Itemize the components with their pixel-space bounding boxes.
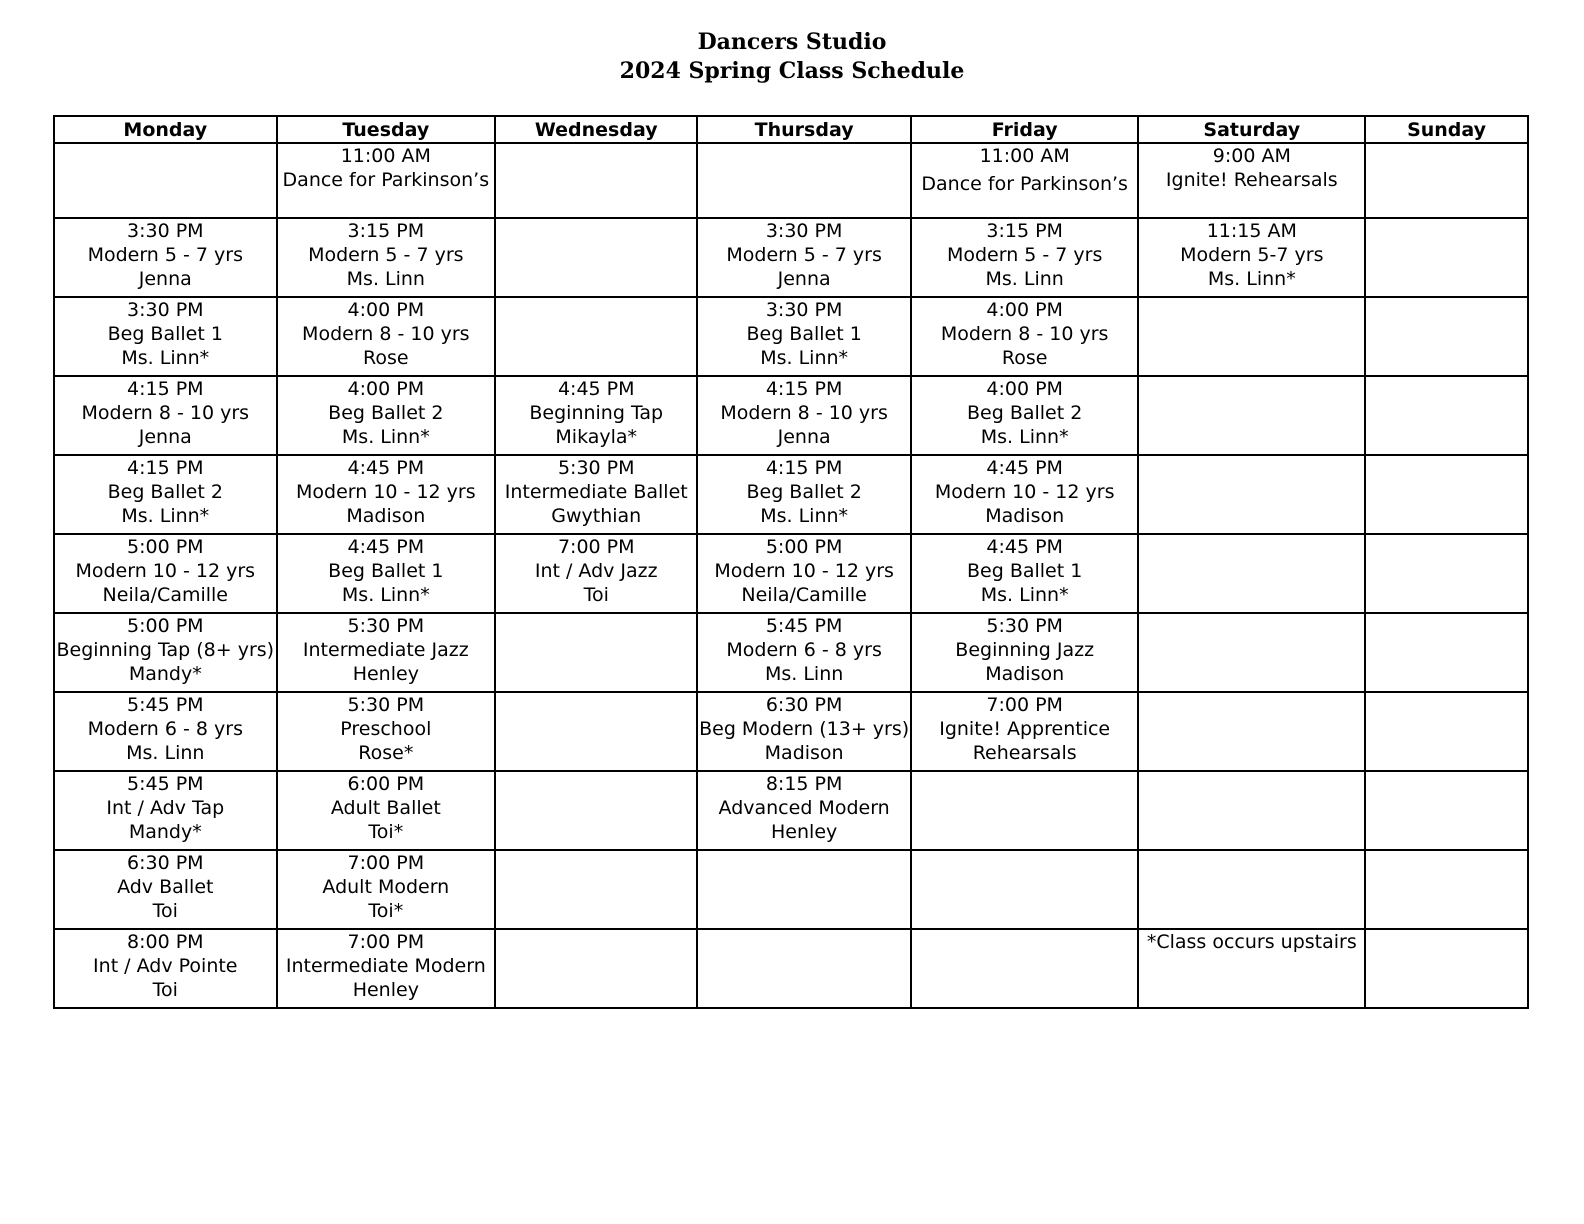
class-instructor: Ms. Linn*: [1207, 268, 1296, 290]
class-cell-monday: [54, 455, 277, 534]
class-time: 11:00 AM: [979, 145, 1070, 167]
class-name: Dance for Parkinson’s: [282, 169, 490, 191]
class-cell-tuesday: [277, 613, 496, 692]
class-instructor: Rose: [1001, 347, 1048, 369]
class-instructor: Rehearsals: [972, 742, 1077, 764]
class-cell-wednesday: [495, 376, 697, 455]
class-name: Beg Ballet 2: [967, 402, 1083, 424]
class-schedule-table: [53, 115, 1529, 1009]
class-time: 5:30 PM: [347, 615, 425, 637]
class-cell-saturday: [1138, 534, 1365, 613]
class-instructor: Henley: [771, 821, 838, 843]
schedule-row: [54, 692, 1528, 771]
class-name: Modern 6 - 8 yrs: [726, 639, 882, 661]
class-cell-monday: [54, 929, 277, 1008]
schedule-row: [54, 534, 1528, 613]
class-time: 6:30 PM: [765, 694, 843, 716]
class-time: 5:45 PM: [127, 694, 204, 716]
schedule-title: 2024 Spring Class Schedule: [619, 58, 965, 84]
class-cell-saturday: [1138, 850, 1365, 929]
class-time: 7:00 PM: [347, 931, 425, 953]
class-cell-friday: [911, 771, 1139, 850]
class-instructor: Madison: [346, 505, 426, 527]
class-time: 5:30 PM: [986, 615, 1063, 637]
class-cell-thursday: [697, 455, 910, 534]
class-time: 3:30 PM: [127, 299, 204, 321]
class-cell-thursday: [697, 771, 910, 850]
class-cell-saturday: [1138, 376, 1365, 455]
day-header-saturday: Saturday: [1138, 116, 1365, 143]
class-name: Beg Ballet 2: [746, 481, 862, 503]
class-cell-tuesday: [277, 534, 496, 613]
class-name: Ignite! Apprentice: [939, 718, 1111, 740]
class-instructor: Jenna: [138, 268, 192, 290]
schedule-row: [54, 143, 1528, 218]
class-name: Adult Modern: [322, 876, 450, 898]
class-name: Intermediate Ballet: [504, 481, 688, 503]
class-cell-thursday: [697, 613, 910, 692]
class-name: Modern 5-7 yrs: [1180, 244, 1324, 266]
class-cell-thursday: [697, 850, 910, 929]
class-time: 4:45 PM: [347, 457, 425, 479]
class-instructor: Ms. Linn*: [760, 505, 849, 527]
schedule-body: [54, 143, 1528, 1008]
class-cell-monday: [54, 692, 277, 771]
class-instructor: Ms. Linn: [985, 268, 1064, 290]
schedule-row: [54, 613, 1528, 692]
day-header-tuesday: Tuesday: [277, 116, 496, 143]
class-cell-sunday: [1365, 455, 1528, 534]
class-name: Int / Adv Pointe: [93, 955, 238, 977]
class-name: Ignite! Rehearsals: [1165, 169, 1338, 191]
class-name: Beginning Tap: [529, 402, 664, 424]
class-name: Beg Modern (13+ yrs): [699, 718, 910, 740]
class-cell-friday: [911, 297, 1139, 376]
class-cell-friday: [911, 850, 1139, 929]
class-cell-monday: [54, 850, 277, 929]
class-cell-sunday: [1365, 850, 1528, 929]
class-cell-tuesday: [277, 850, 496, 929]
class-name: Modern 10 - 12 yrs: [714, 560, 894, 582]
class-time: 11:00 AM: [340, 145, 431, 167]
class-cell-thursday: [697, 692, 910, 771]
class-time: 6:00 PM: [347, 773, 425, 795]
class-instructor: Rose*: [358, 742, 414, 764]
class-time: 3:30 PM: [765, 299, 843, 321]
class-cell-saturday: [1138, 771, 1365, 850]
class-cell-thursday: [697, 143, 910, 218]
class-name: Intermediate Jazz: [302, 639, 469, 661]
class-instructor: Jenna: [777, 426, 831, 448]
class-cell-friday: [911, 929, 1139, 1008]
class-name: Modern 10 - 12 yrs: [75, 560, 256, 582]
class-time: 5:00 PM: [127, 615, 204, 637]
class-instructor: Ms. Linn*: [121, 505, 210, 527]
class-instructor: Henley: [352, 663, 419, 685]
class-name: Beg Ballet 2: [328, 402, 444, 424]
schedule-row: [54, 771, 1528, 850]
class-cell-monday: [54, 143, 277, 218]
class-cell-sunday: [1365, 771, 1528, 850]
class-time: 4:00 PM: [986, 378, 1063, 400]
class-cell-thursday: [697, 929, 910, 1008]
class-instructor: Rose: [363, 347, 409, 369]
class-cell-saturday: [1138, 218, 1365, 297]
class-cell-friday: [911, 455, 1139, 534]
class-cell-friday: [911, 692, 1139, 771]
class-cell-monday: [54, 376, 277, 455]
class-instructor: Toi*: [368, 900, 404, 922]
class-time: 5:00 PM: [765, 536, 843, 558]
class-instructor: Jenna: [138, 426, 192, 448]
class-cell-saturday: [1138, 692, 1365, 771]
class-cell-monday: [54, 297, 277, 376]
day-header-friday: Friday: [911, 116, 1139, 143]
class-cell-sunday: [1365, 613, 1528, 692]
class-time: 5:45 PM: [765, 615, 843, 637]
class-time: 4:45 PM: [557, 378, 635, 400]
class-name: Modern 8 - 10 yrs: [302, 323, 470, 345]
day-header-row: [54, 116, 1528, 143]
class-name: Modern 10 - 12 yrs: [934, 481, 1115, 503]
class-name: Modern 5 - 7 yrs: [946, 244, 1103, 266]
class-name: Beg Ballet 1: [967, 560, 1083, 582]
class-time: 6:30 PM: [127, 852, 204, 874]
class-cell-monday: [54, 771, 277, 850]
class-instructor: Madison: [985, 663, 1065, 685]
class-time: 3:15 PM: [986, 220, 1063, 242]
class-instructor: Toi: [152, 979, 178, 1001]
class-cell-sunday: [1365, 929, 1528, 1008]
class-cell-friday: [911, 534, 1139, 613]
class-cell-tuesday: [277, 692, 496, 771]
class-cell-friday: [911, 218, 1139, 297]
schedule-row: [54, 455, 1528, 534]
class-time: 4:15 PM: [127, 378, 204, 400]
class-cell-tuesday: [277, 929, 496, 1008]
day-header-sunday: Sunday: [1365, 116, 1528, 143]
class-instructor: Ms. Linn*: [980, 426, 1069, 448]
schedule-row: [54, 850, 1528, 929]
class-time: 4:45 PM: [347, 536, 425, 558]
class-cell-tuesday: [277, 297, 496, 376]
class-cell-sunday: [1365, 143, 1528, 218]
class-cell-thursday: [697, 297, 910, 376]
class-cell-thursday: [697, 218, 910, 297]
class-cell-saturday: [1138, 297, 1365, 376]
class-cell-sunday: [1365, 376, 1528, 455]
class-time: 3:30 PM: [765, 220, 843, 242]
class-time: 4:45 PM: [986, 457, 1063, 479]
day-header-thursday: Thursday: [697, 116, 910, 143]
class-time: 3:15 PM: [347, 220, 425, 242]
schedule-row: [54, 376, 1528, 455]
schedule-row: [54, 218, 1528, 297]
class-cell-saturday: [1138, 929, 1365, 1008]
class-cell-tuesday: [277, 218, 496, 297]
class-time: 7:00 PM: [986, 694, 1063, 716]
class-time: 11:15 AM: [1206, 220, 1297, 242]
class-cell-friday: [911, 143, 1139, 218]
class-cell-wednesday: [495, 143, 697, 218]
schedule-row: [54, 929, 1528, 1008]
class-cell-tuesday: [277, 376, 496, 455]
class-instructor: Neila/Camille: [102, 584, 228, 606]
class-instructor: Jenna: [777, 268, 831, 290]
class-time: 5:30 PM: [557, 457, 635, 479]
class-instructor: Neila/Camille: [741, 584, 867, 606]
class-time: 4:15 PM: [127, 457, 204, 479]
class-cell-wednesday: [495, 218, 697, 297]
class-time: 5:30 PM: [347, 694, 425, 716]
class-time: 4:15 PM: [765, 378, 843, 400]
class-cell-saturday: [1138, 455, 1365, 534]
class-cell-tuesday: [277, 143, 496, 218]
class-instructor: Ms. Linn*: [341, 584, 430, 606]
class-instructor: Ms. Linn*: [341, 426, 430, 448]
class-instructor: Ms. Linn*: [980, 584, 1069, 606]
class-cell-thursday: [697, 376, 910, 455]
class-name: Beg Ballet 1: [107, 323, 223, 345]
page-header: [0, 28, 1584, 86]
class-cell-wednesday: [495, 613, 697, 692]
class-time: 4:00 PM: [347, 378, 425, 400]
class-cell-sunday: [1365, 534, 1528, 613]
class-cell-friday: [911, 376, 1139, 455]
class-cell-wednesday: [495, 455, 697, 534]
class-name: Intermediate Modern: [285, 955, 486, 977]
class-name: Advanced Modern: [718, 797, 890, 819]
class-cell-wednesday: [495, 929, 697, 1008]
class-cell-tuesday: [277, 771, 496, 850]
class-instructor: Ms. Linn*: [760, 347, 849, 369]
class-cell-wednesday: [495, 850, 697, 929]
class-cell-friday: [911, 613, 1139, 692]
class-time: 9:00 AM: [1212, 145, 1291, 167]
class-name: Int / Adv Tap: [106, 797, 225, 819]
class-cell-saturday: [1138, 613, 1365, 692]
class-time: 7:00 PM: [557, 536, 635, 558]
class-cell-sunday: [1365, 692, 1528, 771]
class-cell-tuesday: [277, 455, 496, 534]
class-time: 5:00 PM: [127, 536, 204, 558]
studio-name: Dancers Studio: [697, 29, 887, 55]
class-instructor: Gwythian: [551, 505, 642, 527]
class-time: 4:00 PM: [347, 299, 425, 321]
class-name: Beginning Jazz: [955, 639, 1095, 661]
class-instructor: Madison: [764, 742, 844, 764]
class-cell-wednesday: [495, 534, 697, 613]
class-instructor: Toi: [583, 584, 609, 606]
class-cell-wednesday: [495, 692, 697, 771]
class-instructor: Toi: [152, 900, 178, 922]
class-cell-sunday: [1365, 218, 1528, 297]
class-name: Modern 8 - 10 yrs: [81, 402, 250, 424]
class-name: Beg Ballet 1: [328, 560, 444, 582]
class-cell-wednesday: [495, 771, 697, 850]
class-name: Adv Ballet: [117, 876, 214, 898]
class-cell-saturday: [1138, 143, 1365, 218]
class-time: 8:15 PM: [765, 773, 843, 795]
class-cell-thursday: [697, 534, 910, 613]
schedule-row: [54, 297, 1528, 376]
class-time: 7:00 PM: [347, 852, 425, 874]
class-cell-monday: [54, 218, 277, 297]
class-instructor: Mandy*: [128, 663, 202, 685]
class-time: 4:00 PM: [986, 299, 1063, 321]
class-cell-monday: [54, 613, 277, 692]
class-time: 3:30 PM: [127, 220, 204, 242]
class-instructor: Ms. Linn: [126, 742, 205, 764]
class-instructor: Henley: [352, 979, 419, 1001]
class-cell-wednesday: [495, 297, 697, 376]
class-instructor: Ms. Linn: [764, 663, 844, 685]
class-name: Modern 5 - 7 yrs: [726, 244, 882, 266]
class-instructor: Mikayla*: [555, 426, 638, 448]
class-time: 8:00 PM: [127, 931, 204, 953]
class-instructor: Madison: [985, 505, 1065, 527]
class-name: Modern 10 - 12 yrs: [296, 481, 476, 503]
class-cell-sunday: [1365, 297, 1528, 376]
class-instructor: Ms. Linn: [346, 268, 425, 290]
class-name: Modern 8 - 10 yrs: [720, 402, 888, 424]
class-cell-monday: [54, 534, 277, 613]
class-time: 4:15 PM: [765, 457, 843, 479]
class-time: 4:45 PM: [986, 536, 1063, 558]
class-name: Dance for Parkinson’s: [921, 173, 1128, 195]
class-instructor: Ms. Linn*: [121, 347, 210, 369]
class-name: Preschool: [340, 718, 432, 740]
day-header-monday: Monday: [54, 116, 277, 143]
class-instructor: Toi*: [368, 821, 404, 843]
class-instructor: Mandy*: [128, 821, 202, 843]
class-name: Int / Adv Jazz: [534, 560, 658, 582]
class-name: Modern 6 - 8 yrs: [87, 718, 243, 740]
class-name: Modern 8 - 10 yrs: [940, 323, 1109, 345]
class-time: 5:45 PM: [127, 773, 204, 795]
class-name: Modern 5 - 7 yrs: [87, 244, 243, 266]
day-header-wednesday: Wednesday: [495, 116, 697, 143]
cell-note: *Class occurs upstairs: [1146, 931, 1357, 953]
class-name: Modern 5 - 7 yrs: [308, 244, 464, 266]
class-name: Beginning Tap (8+ yrs): [56, 639, 275, 661]
class-name: Adult Ballet: [330, 797, 441, 819]
class-name: Beg Ballet 1: [746, 323, 862, 345]
class-name: Beg Ballet 2: [107, 481, 223, 503]
